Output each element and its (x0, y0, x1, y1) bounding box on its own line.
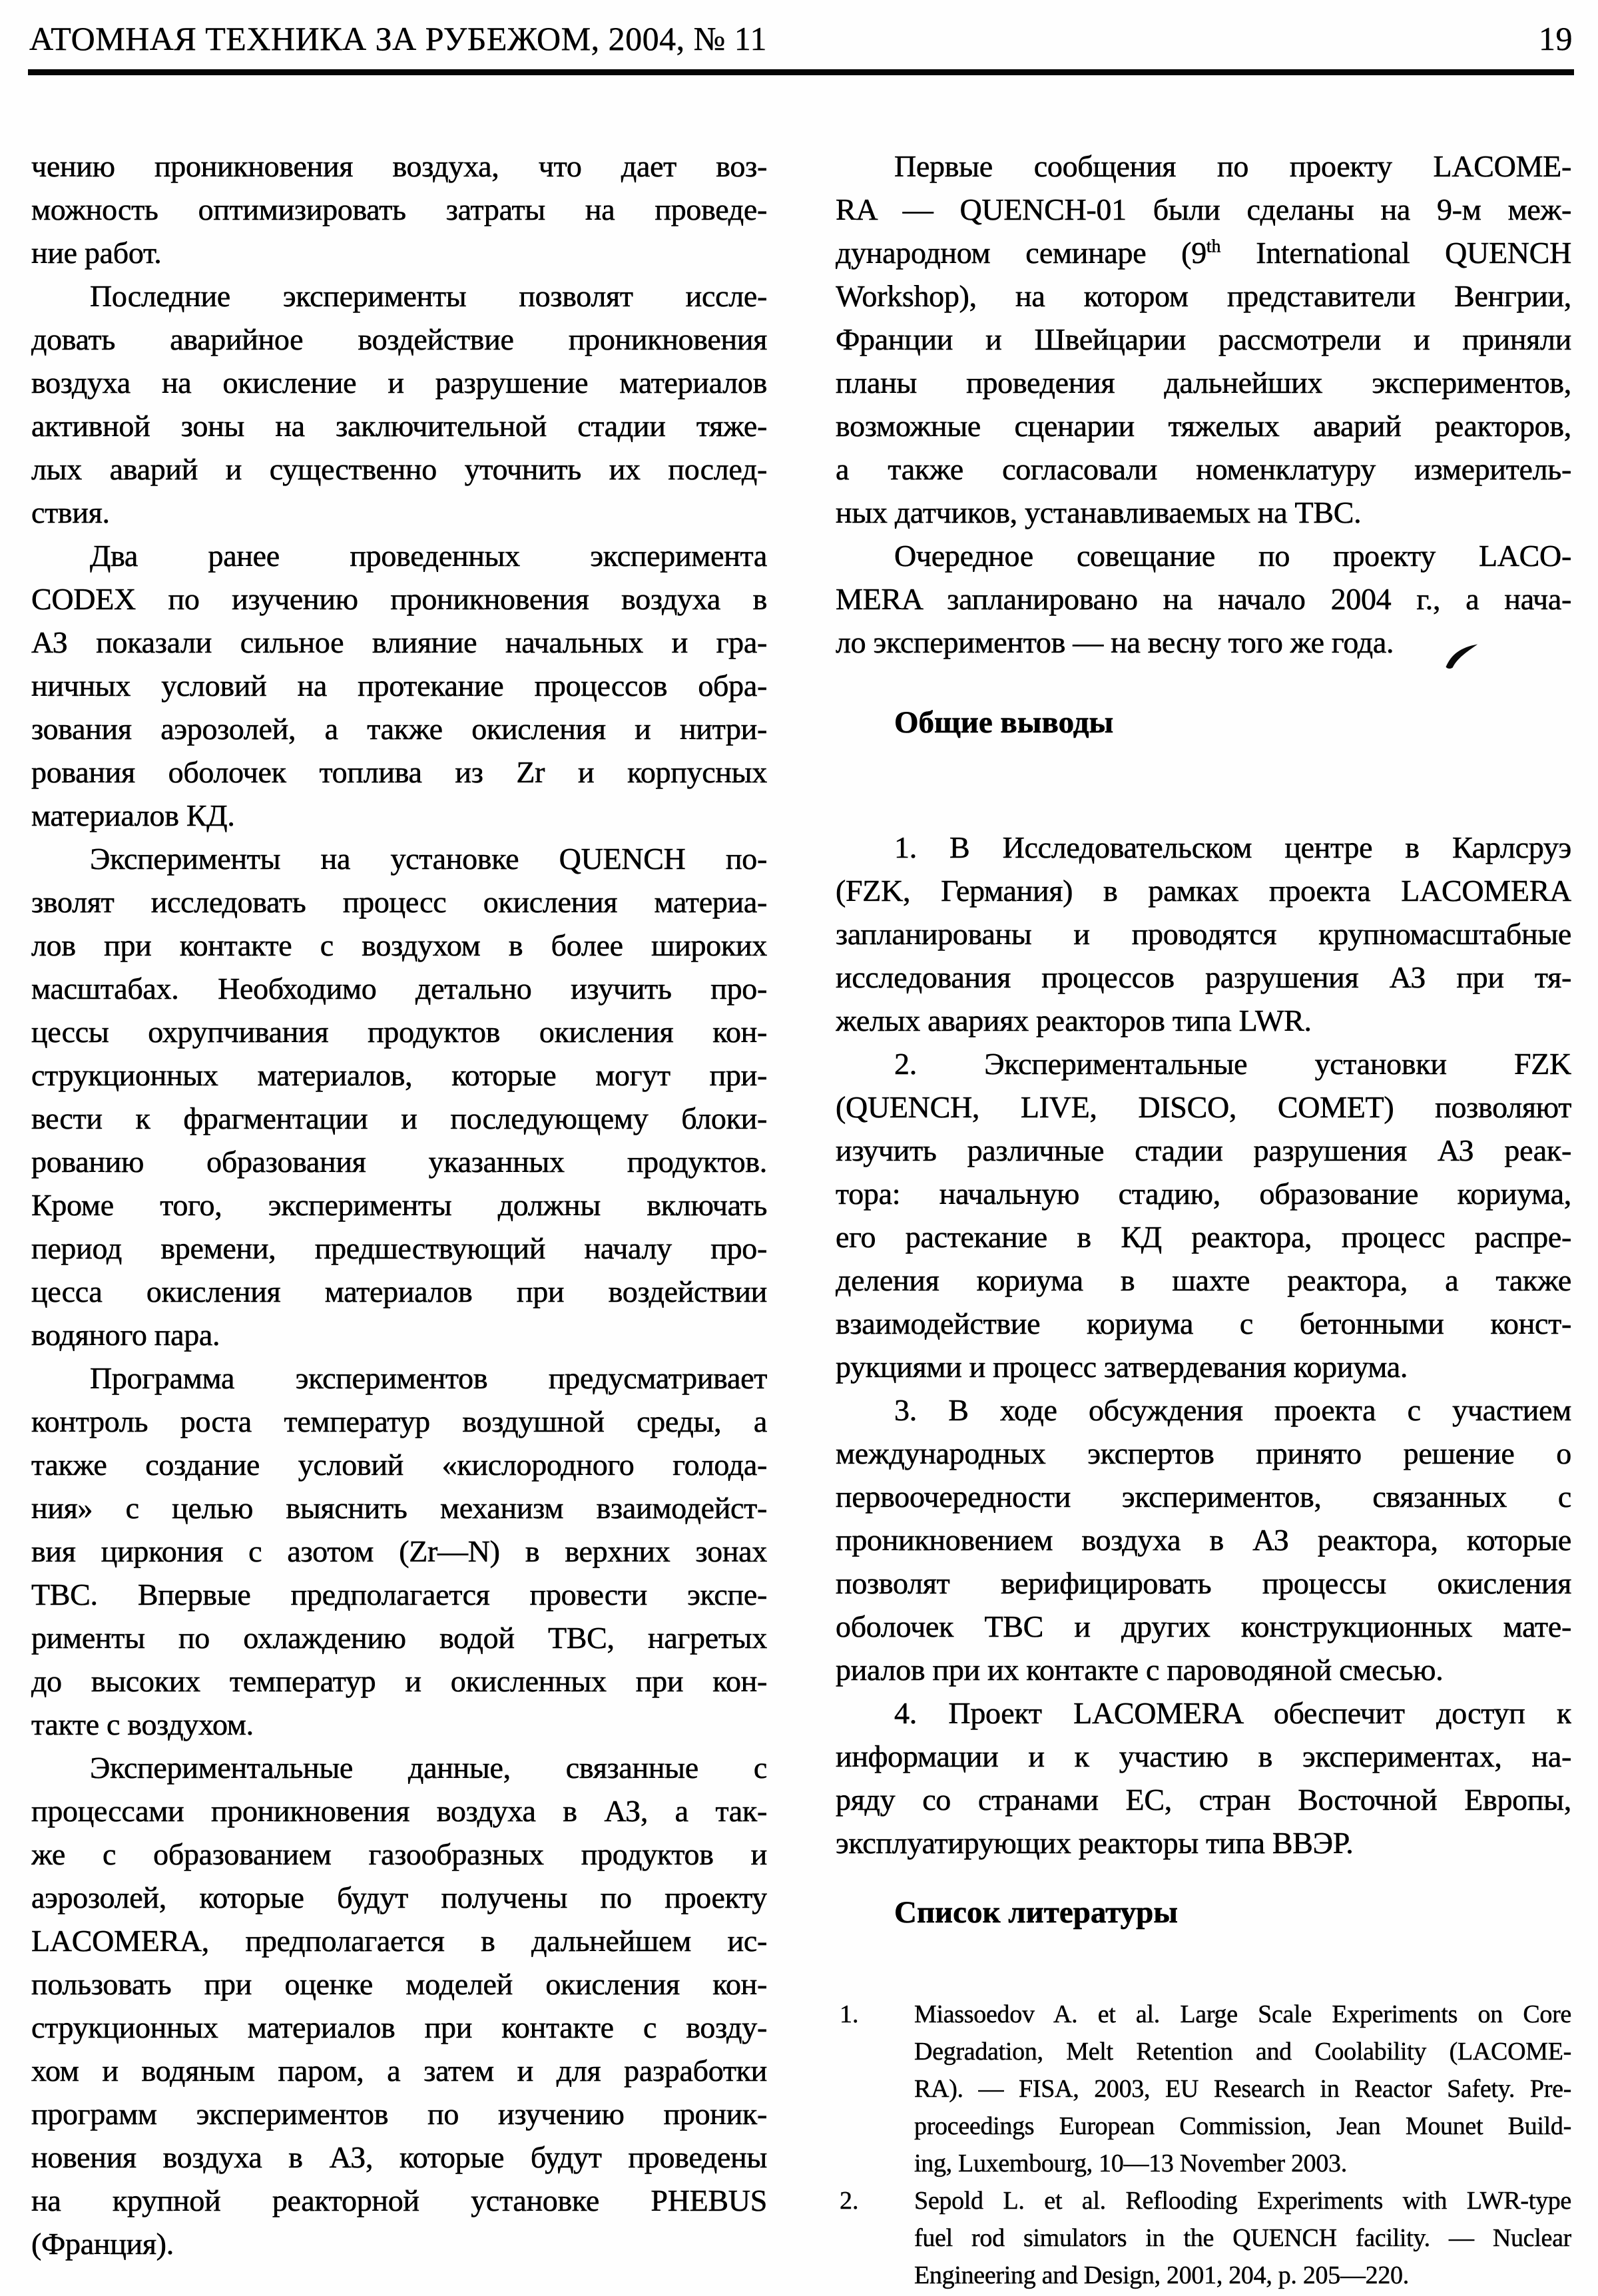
text-line: цесса окисления материалов при воздействии (31, 1275, 767, 1308)
text-line: 4. Проект LACOMERA обеспечит доступ к (894, 1696, 1571, 1730)
paragraph (31, 274, 767, 534)
text-line: (QUENCH, LIVE, DISCO, COMET) позволяют (836, 1090, 1571, 1124)
text-line: риалов при их контакте с пароводяной смесью. (836, 1653, 1444, 1687)
text-line: струкционных материалов, которые могут при- (31, 1058, 767, 1092)
text-line: оболочек ТВС и других конструкционных мате- (836, 1609, 1571, 1643)
text-line: проникновением воздуха в АЗ реактора, которые (836, 1523, 1571, 1557)
reference-line: Degradation, Melt Retention and Coolability (LACOME- (914, 2038, 1571, 2066)
text-line: вия циркония с азотом (Zr—N) в верхних зонах (31, 1534, 767, 1568)
text-line: первоочередности экспериментов, связанных с (836, 1480, 1571, 1514)
text-line: 3. В ходе обсуждения проекта с участием (894, 1393, 1571, 1427)
text-line: а также согласовали номенклатуру измеритель- (836, 452, 1571, 486)
header-rule (28, 69, 1574, 75)
text-line: информации и к участию в экспериментах, на- (836, 1739, 1571, 1773)
text-line: программ экспериментов по изучению проник- (31, 2097, 767, 2131)
text-line: его растекание в КД реактора, процесс распре- (836, 1220, 1571, 1254)
text-line: масштабах. Необходимо детально изучить про- (31, 972, 767, 1005)
text-line: Два ранее проведенных эксперимента (90, 539, 767, 573)
paragraph (836, 144, 1571, 534)
reference-text (914, 2182, 1571, 2294)
text-line: Эксперименты на установке QUENCH по- (90, 842, 767, 876)
text-line: ло экспериментов — на весну того же года. (836, 625, 1394, 659)
text-line: деления кориума в шахте реактора, а также (836, 1263, 1571, 1297)
text-line: зования аэрозолей, а также окисления и нитри- (31, 712, 767, 746)
text-line: же с образованием газообразных продуктов и (31, 1837, 767, 1871)
text-line: до высоких температур и окисленных при кон- (31, 1664, 767, 1698)
text-line: дународном семинаре (9th International QUENCH (836, 235, 1571, 270)
text-line: эксплуатирующих реакторы типа ВВЭР. (836, 1826, 1354, 1860)
paragraph (31, 534, 767, 837)
text-line: чению проникновения воздуха, что дает воз- (31, 149, 767, 183)
paragraph (836, 1691, 1571, 1865)
reference-line: Miassoedov A. et al. Large Scale Experiments on Core (914, 2000, 1571, 2028)
text-line: рования оболочек топлива из Zr и корпусных (31, 755, 767, 789)
handwritten-check-mark (1442, 642, 1483, 671)
reference-text (914, 1996, 1571, 2182)
text-line: рукциями и процесс затвердевания кориума. (836, 1350, 1408, 1384)
text-line: период времени, предшествующий началу про- (31, 1231, 767, 1265)
text-line: лых аварий и существенно уточнить их послед- (31, 452, 767, 486)
text-line: тора: начальную стадию, образование кориума, (836, 1177, 1571, 1211)
text-line: Кроме того, эксперименты должны включать (31, 1188, 767, 1222)
paragraph (31, 1746, 767, 2265)
text-line: ничных условий на протекание процессов обра- (31, 669, 767, 703)
reference-line: fuel rod simulators in the QUENCH facility. — Nuclear (914, 2224, 1571, 2252)
text-line: Экспериментальные данные, связанные с (90, 1751, 767, 1785)
journal-title: АТОМНАЯ ТЕХНИКА ЗА РУБЕЖОМ, 2004, № 11 (29, 20, 767, 57)
text-line: планы проведения дальнейших экспериментов, (836, 366, 1571, 400)
text-line: Очередное совещание по проекту LACO- (894, 539, 1571, 573)
text-line: активной зоны на заключительной стадии тяже- (31, 409, 767, 443)
reference-item (836, 1996, 1571, 2182)
left-column (31, 144, 767, 2294)
reference-line: ing, Luxembourg, 10—13 November 2003. (914, 2150, 1347, 2177)
text-line: ТВС. Впервые предполагается провести экспе- (31, 1578, 767, 1611)
text-line: Программа экспериментов предусматривает (90, 1361, 767, 1395)
text-line: MERA запланировано на начало 2004 г., а нача- (836, 582, 1571, 616)
section-heading: Список литературы (894, 1895, 1178, 1930)
text-line: лов при контакте с воздухом в более широких (31, 928, 767, 962)
reference-line: Sepold L. et al. Reflooding Experiments with LWR-type (914, 2187, 1571, 2215)
paragraph (31, 1356, 767, 1746)
text-line: аэрозолей, которые будут получены по проекту (31, 1880, 767, 1914)
text-line: новения воздуха в АЗ, которые будут проведены (31, 2140, 767, 2174)
text-line: (Франция). (31, 2227, 174, 2261)
text-line: исследования процессов разрушения АЗ при тя- (836, 960, 1571, 994)
reference-item (836, 2182, 1571, 2294)
text-line: взаимодействие кориума с бетонными конст- (836, 1306, 1571, 1340)
text-line: рименты по охлаждению водой ТВС, нагретых (31, 1621, 767, 1655)
text-line: ние работ. (31, 236, 162, 270)
text-line: возможные сценарии тяжелых аварий реакторов, (836, 409, 1571, 443)
text-line: процессами проникновения воздуха в АЗ, а так- (31, 1794, 767, 1828)
text-columns (31, 144, 1573, 2294)
text-line: хом и водяным паром, а затем и для разработки (31, 2054, 767, 2088)
reference-number: 2. (840, 2187, 859, 2215)
right-column (836, 144, 1571, 2294)
text-line: АЗ показали сильное влияние начальных и гра- (31, 625, 767, 659)
text-line: такте с воздухом. (31, 1707, 254, 1741)
text-line: струкционных материалов при контакте с возду- (31, 2010, 767, 2044)
text-line: желых авариях реакторов типа LWR. (836, 1004, 1312, 1037)
text-line: (FZK, Германия) в рамках проекта LACOMERA (836, 874, 1571, 908)
text-line: Франции и Швейцарии рассмотрели и приняли (836, 322, 1571, 356)
text-line: на крупной реакторной установке PHEBUS (31, 2183, 767, 2217)
reference-line: Engineering and Design, 2001, 204, p. 205—220. (914, 2261, 1409, 2289)
text-line: Последние эксперименты позволят иссле- (90, 279, 767, 313)
text-line: воздуха на окисление и разрушение материалов (31, 366, 767, 400)
text-line: пользовать при оценке моделей окисления кон- (31, 1967, 767, 2001)
paragraph (836, 1042, 1571, 1388)
text-line: Первые сообщения по проекту LACOME- (894, 149, 1571, 183)
text-line: 1. В Исследовательском центре в Карлсруэ (894, 830, 1571, 864)
text-line: контроль роста температур воздушной среды, а (31, 1404, 767, 1438)
section-heading: Общие выводы (894, 705, 1114, 740)
text-line: ния» с целью выяснить механизм взаимодейст- (31, 1491, 767, 1525)
reference-line: proceedings European Commission, Jean Mounet Build- (914, 2112, 1571, 2140)
paragraph (836, 826, 1571, 1042)
text-line: Workshop), на котором представители Венгрии, (836, 279, 1571, 313)
text-line: материалов КД. (31, 798, 235, 832)
text-line: ных датчиков, устанавливаемых на ТВС. (836, 495, 1362, 529)
text-line: RA — QUENCH-01 были сделаны на 9-м меж- (836, 192, 1571, 226)
text-line: зволят исследовать процесс окисления материа- (31, 885, 767, 919)
text-line: международных экспертов принято решение о (836, 1436, 1571, 1470)
text-line: цессы охрупчивания продуктов окисления кон- (31, 1015, 767, 1049)
text-line: позволят верифицировать процессы окисления (836, 1566, 1571, 1600)
text-line: LACOMERA, предполагается в дальнейшем ис- (31, 1924, 767, 1958)
reference-line: RA). — FISA, 2003, EU Research in Reactor Safety. Pre- (914, 2075, 1571, 2103)
text-line: рованию образования указанных продуктов. (31, 1145, 767, 1179)
paragraph (31, 837, 767, 1356)
text-line: водяного пара. (31, 1318, 220, 1352)
paragraph (31, 144, 767, 274)
text-line: также создание условий «кислородного голода- (31, 1448, 767, 1482)
page-header (29, 20, 1573, 57)
text-line: вести к фрагментации и последующему блоки- (31, 1101, 767, 1135)
page-number: 19 (1539, 20, 1573, 57)
text-line: CODEX по изучению проникновения воздуха в (31, 582, 767, 616)
text-line: довать аварийное воздействие проникновения (31, 322, 767, 356)
text-line: 2. Экспериментальные установки FZK (894, 1047, 1571, 1081)
superscript: th (1206, 235, 1221, 256)
reference-number: 1. (840, 2000, 859, 2028)
text-line: ряду со странами ЕС, стран Восточной Европы, (836, 1783, 1571, 1817)
paragraph (836, 1388, 1571, 1691)
text-line: можность оптимизировать затраты на проведе- (31, 192, 767, 226)
text-line: ствия. (31, 495, 110, 529)
text-line: запланированы и проводятся крупномасштабные (836, 917, 1571, 951)
text-line: изучить различные стадии разрушения АЗ реак- (836, 1133, 1571, 1167)
